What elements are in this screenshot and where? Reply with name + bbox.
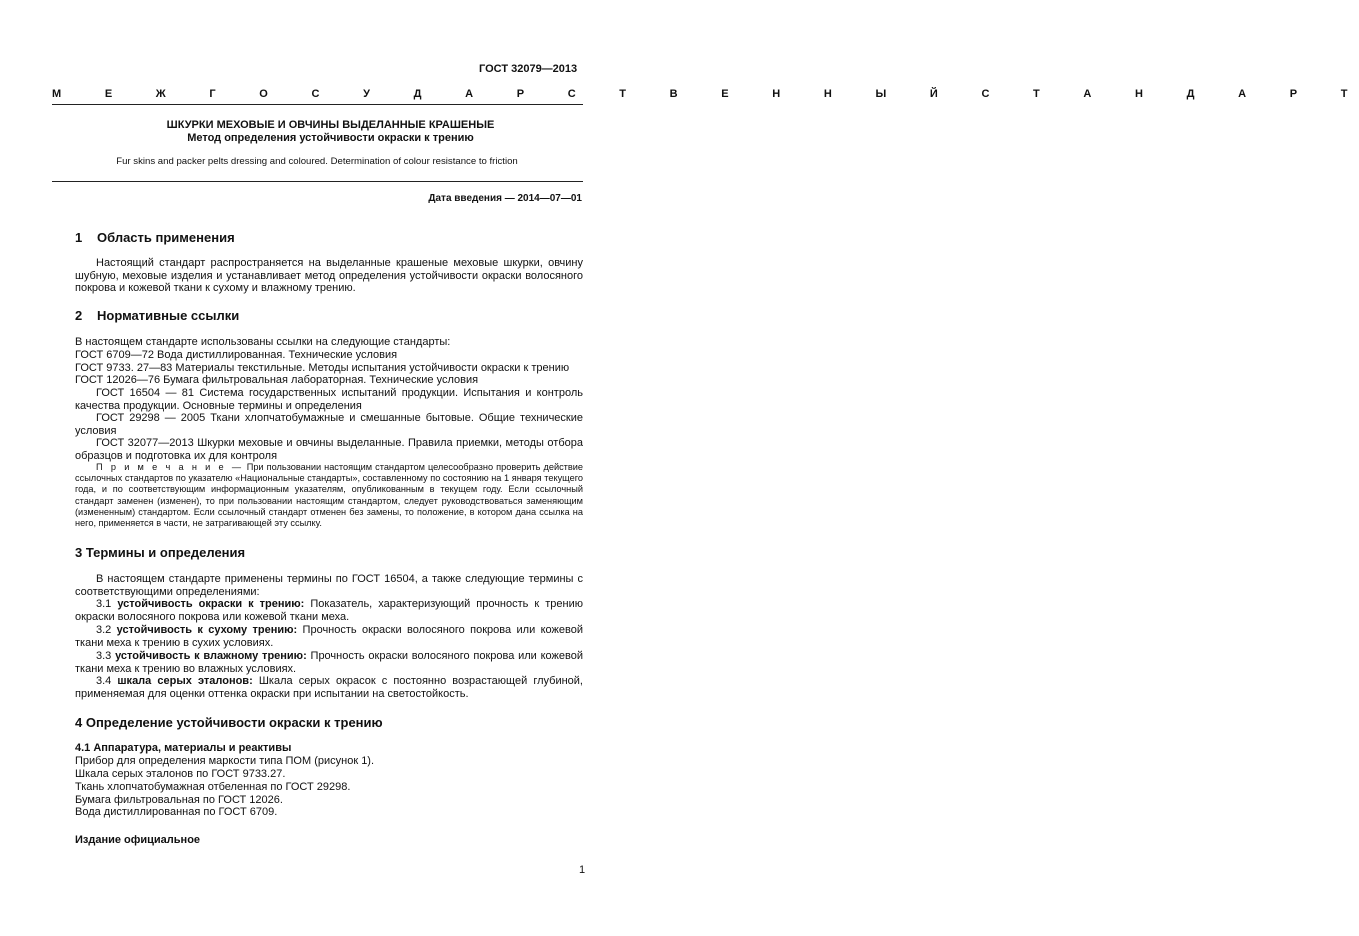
equipment-item: Шкала серых эталонов по ГОСТ 9733.27. bbox=[75, 768, 286, 780]
page-number: 1 bbox=[579, 864, 586, 876]
official-edition-label: Издание официальное bbox=[75, 834, 201, 846]
interstate-standard-banner: М Е Ж Г О С У Д А Р С Т В Е Н Н Ы Й С Т А Н Д А Р Т bbox=[52, 88, 1359, 100]
section-1-title: Область применения bbox=[97, 230, 235, 245]
term-name: устойчивость к влажному трению: bbox=[115, 650, 307, 662]
section-2-number: 2 bbox=[75, 308, 83, 323]
document-method-title: Метод определения устойчивости окраски к трению bbox=[187, 132, 474, 144]
equipment-item: Ткань хлопчатобумажная отбеленная по ГОСТ 29298. bbox=[75, 781, 351, 793]
term-item bbox=[75, 624, 583, 649]
section-1-text-body: Настоящий стандарт распространяется на выделанные крашеные меховые шкурки, овчину шубную, меховые изделия и устанавливает метод определения устойчивости окраски волосяного покрова и кожевой ткани к сухому и влажному трению. bbox=[75, 257, 583, 295]
equipment-item: Бумага фильтровальная по ГОСТ 12026. bbox=[75, 794, 283, 806]
term-item bbox=[75, 598, 583, 623]
reference-item-text: ГОСТ 29298 — 2005 Ткани хлопчатобумажные и смешанные бытовые. Общие технические условия bbox=[75, 412, 583, 437]
term-name: устойчивость к сухому трению: bbox=[116, 624, 298, 636]
reference-item-text: ГОСТ 32077—2013 Шкурки меховые и овчины выделанные. Правила приемки, методы отбора образцов и подготовка их для контроля bbox=[75, 437, 583, 462]
section-1-heading bbox=[75, 230, 235, 245]
document-title: ШКУРКИ МЕХОВЫЕ И ОВЧИНЫ ВЫДЕЛАННЫЕ КРАШЕНЫЕ bbox=[166, 119, 495, 131]
note-block bbox=[75, 462, 583, 529]
term-definition: Прочность окраски волосяного покрова или кожевой ткани меха к трению во влажных условиях. bbox=[75, 650, 583, 675]
term-name: устойчивость окраски к трению: bbox=[117, 598, 305, 610]
section-4-heading: 4 Определение устойчивости окраски к трению bbox=[75, 715, 383, 730]
note-label: П р и м е ч а н и е — bbox=[96, 462, 244, 472]
section-3-intro-text: В настоящем стандарте применены термины по ГОСТ 16504, а также следующие термины с соответствующими определениями: bbox=[75, 573, 583, 598]
standard-code: ГОСТ 32079—2013 bbox=[479, 63, 578, 75]
english-title: Fur skins and packer pelts dressing and coloured. Determination of colour resistance to friction bbox=[116, 156, 518, 167]
term-definition: Прочность окраски волосяного покрова или кожевой ткани меха к трению в сухих условиях. bbox=[75, 624, 583, 649]
top-rule bbox=[52, 104, 583, 105]
reference-item-text: ГОСТ 16504 — 81 Система государственных испытаний продукции. Испытания и контроль качества продукции. Основные термины и определения bbox=[75, 387, 583, 412]
equipment-item: Прибор для определения маркости типа ПОМ (рисунок 1). bbox=[75, 755, 375, 767]
section-1-number: 1 bbox=[75, 230, 83, 245]
reference-item bbox=[75, 387, 583, 412]
title-rule bbox=[52, 181, 583, 182]
reference-item: ГОСТ 12026—76 Бумага фильтровальная лабораторная. Технические условия bbox=[75, 374, 479, 386]
term-number: 3.3 bbox=[96, 650, 112, 662]
section-2-heading bbox=[75, 308, 239, 323]
effective-date: Дата введения — 2014—07—01 bbox=[428, 193, 582, 204]
subsection-4-1-heading: 4.1 Аппаратура, материалы и реактивы bbox=[75, 742, 292, 754]
reference-item: ГОСТ 9733. 27—83 Материалы текстильные. Методы испытания устойчивости окраски к трению bbox=[75, 362, 570, 374]
reference-item bbox=[75, 412, 583, 437]
section-2-intro: В настоящем стандарте использованы ссылки на следующие стандарты: bbox=[75, 336, 451, 348]
term-number: 3.4 bbox=[96, 675, 112, 687]
section-3-heading: 3 Термины и определения bbox=[75, 545, 246, 560]
term-number: 3.1 bbox=[96, 598, 112, 610]
section-2-title: Нормативные ссылки bbox=[97, 308, 240, 323]
note-text: При пользовании настоящим стандартом целесообразно проверить действие ссылочных стандартов по указателю «Национальные стандарты», составленному по состоянию на 1 января текущего года, и по соответствующим информационным указателям, опубликованным в текущем году. Если ссылочный стандарт заменен (изменен), то при пользовании настоящим стандартом, следует руководствоваться заменяющим (измененным) стандартом. Если ссылочный стандарт отменен без замены, то положение, в котором дана ссылка на него, применяется в части, не затрагивающей эту ссылку. bbox=[75, 462, 584, 529]
reference-item: ГОСТ 6709—72 Вода дистиллированная. Технические условия bbox=[75, 349, 398, 361]
term-definition: Шкала серых окрасок с постоянно возрастающей глубиной, применяемая для оценки оттенка окраски при испытании на светостойкость. bbox=[75, 675, 583, 700]
section-1-text bbox=[75, 257, 583, 295]
reference-item bbox=[75, 437, 583, 462]
equipment-item: Вода дистиллированная по ГОСТ 6709. bbox=[75, 806, 278, 818]
term-name: шкала серых эталонов: bbox=[117, 675, 253, 687]
term-definition: Показатель, характеризующий прочность к трению окраски волосяного покрова или кожевой ткани меха. bbox=[75, 598, 583, 623]
term-number: 3.2 bbox=[96, 624, 112, 636]
term-item bbox=[75, 650, 583, 675]
section-3-intro bbox=[75, 573, 583, 598]
term-item bbox=[75, 675, 583, 700]
